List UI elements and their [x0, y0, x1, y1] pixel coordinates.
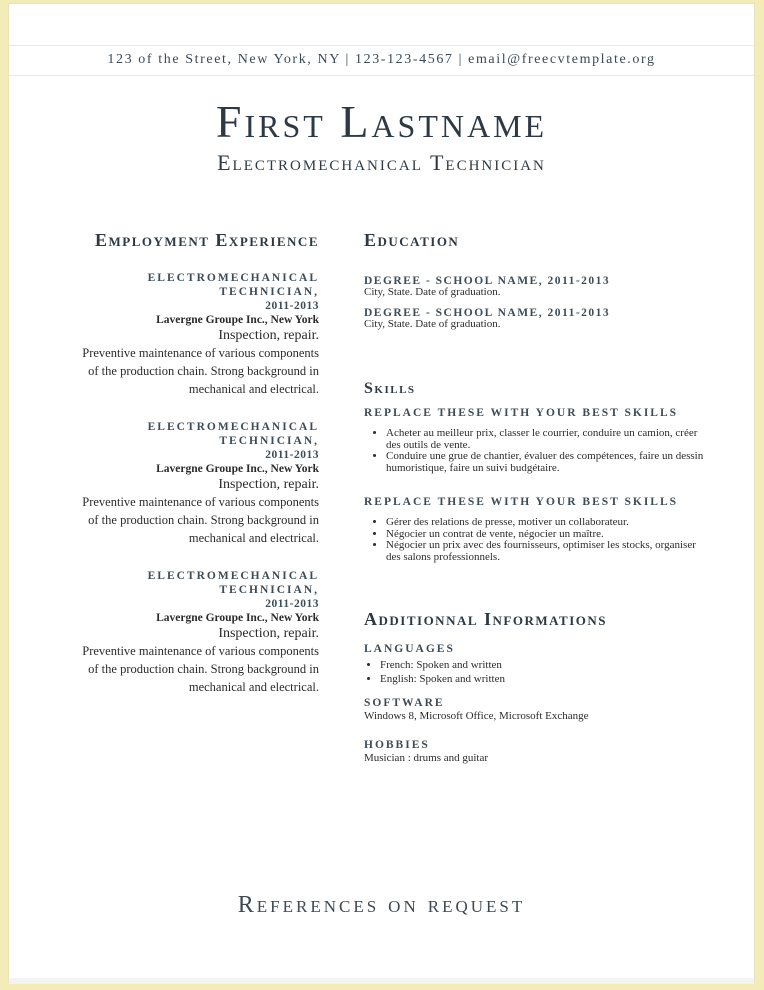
- job-lead: Inspection, repair.: [218, 626, 319, 641]
- skill-item: • Acheter au meilleur prix, classer le courrier, conduire un camion, créer des outils de vente.: [386, 428, 704, 451]
- skills-group-title: REPLACE THESE WITH YOUR BEST SKILLS: [364, 496, 679, 508]
- header-rule-top: [9, 45, 754, 46]
- language-item: • French: Spoken and written: [380, 658, 704, 672]
- languages-title: LANGUAGES: [364, 643, 455, 655]
- skills-heading: Skills: [364, 380, 416, 397]
- job-date: 2011-2013: [265, 449, 319, 461]
- job-company: Lavergne Groupe Inc., New York: [156, 463, 319, 475]
- languages-list: [364, 658, 704, 686]
- job-entry: [79, 569, 319, 696]
- header-rule-bottom: [9, 75, 754, 76]
- job-description: Preventive maintenance of various components of the production chain. Strong background in mechanical and electrical.: [82, 495, 319, 545]
- references-note: References on request: [237, 892, 526, 918]
- right-column: [364, 230, 704, 764]
- skills-list: [364, 517, 704, 563]
- candidate-name: First Lastname: [215, 96, 548, 147]
- additional-heading: Additionnal Informations: [364, 609, 607, 629]
- page-bottom-strip: [9, 978, 754, 984]
- software-text: Windows 8, Microsoft Office, Microsoft Exchange: [364, 710, 589, 722]
- skill-item: • Conduire une grue de chantier, évaluer des compétences, faire un dessin humoristique, faire un suivi budgétaire.: [386, 451, 704, 474]
- skills-list: [364, 428, 704, 474]
- candidate-title: Electromechanical Technician: [217, 150, 546, 175]
- employment-heading: Employment Experience: [95, 230, 319, 250]
- job-entry: [79, 420, 319, 547]
- job-title: ELECTROMECHANICAL TECHNICIAN,: [147, 272, 319, 298]
- job-entry: [79, 271, 319, 398]
- job-lead: Inspection, repair.: [218, 477, 319, 492]
- software-title: SOFTWARE: [364, 697, 445, 709]
- hobbies-text: Musician : drums and guitar: [364, 752, 489, 764]
- education-entry: [364, 275, 704, 298]
- job-title: ELECTROMECHANICAL TECHNICIAN,: [147, 421, 319, 447]
- contact-line: 123 of the Street, New York, NY | 123-123-4567 | email@freecvtemplate.org: [107, 52, 656, 67]
- job-company: Lavergne Groupe Inc., New York: [156, 314, 319, 326]
- skills-group-title: REPLACE THESE WITH YOUR BEST SKILLS: [364, 407, 679, 419]
- job-company: Lavergne Groupe Inc., New York: [156, 612, 319, 624]
- language-item: • English: Spoken and written: [380, 672, 704, 686]
- job-lead: Inspection, repair.: [218, 328, 319, 343]
- job-description: Preventive maintenance of various components of the production chain. Strong background in mechanical and electrical.: [82, 644, 319, 694]
- resume-page: [9, 4, 754, 982]
- skill-item: • Négocier un prix avec des fournisseurs, optimiser les stocks, organiser des salons professionnels.: [386, 540, 704, 563]
- job-title: ELECTROMECHANICAL TECHNICIAN,: [147, 570, 319, 596]
- job-date: 2011-2013: [265, 300, 319, 312]
- hobbies-title: HOBBIES: [364, 739, 430, 751]
- skill-item: • Gérer des relations de presse, motiver un collaborateur.: [386, 517, 704, 529]
- skill-item: • Négocier un contrat de vente, négocier un maître.: [386, 529, 704, 541]
- education-heading: Education: [364, 230, 460, 250]
- job-description: Preventive maintenance of various components of the production chain. Strong background in mechanical and electrical.: [82, 346, 319, 396]
- education-degree: DEGREE - SCHOOL NAME, 2011-2013: [364, 307, 611, 319]
- job-date: 2011-2013: [265, 598, 319, 610]
- education-detail: City, State. Date of graduation.: [364, 286, 501, 298]
- education-detail: City, State. Date of graduation.: [364, 318, 501, 330]
- education-entry: [364, 307, 704, 330]
- education-degree: DEGREE - SCHOOL NAME, 2011-2013: [364, 275, 611, 287]
- employment-section: [79, 230, 319, 718]
